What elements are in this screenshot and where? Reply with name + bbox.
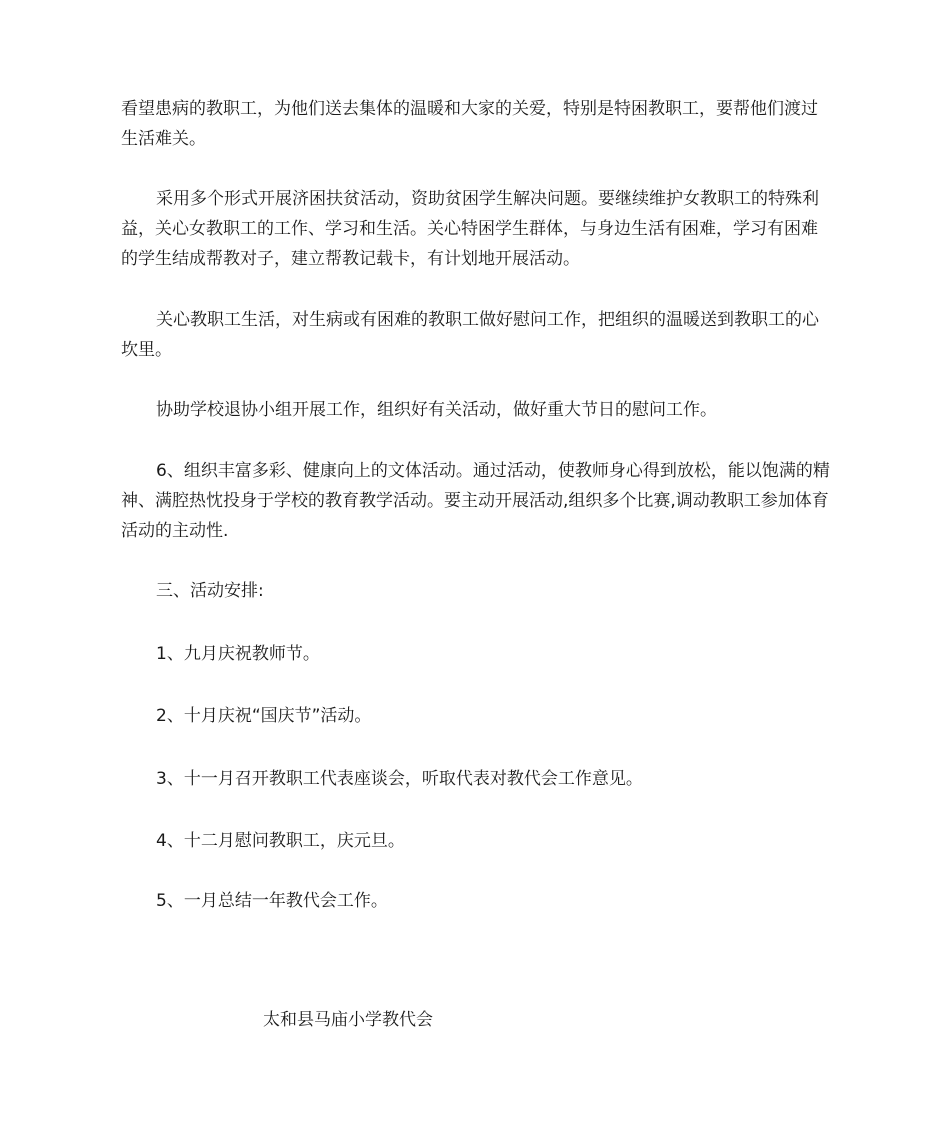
paragraph-care-sick-staff: 看望患病的教职工，为他们送去集体的温暖和大家的关爱，特别是特困教职工，要帮他们渡过生活难关。 bbox=[121, 99, 818, 149]
paragraph-poverty-relief: 采用多个形式开展济困扶贫活动，资助贫困学生解决问题。要继续维护女教职工的特殊利益，关心女教职工的工作、学习和生活。关心特困学生群体，与身边生活有困难，学习有困难的学生结成帮教对子，建立帮教记载卡，有计划地开展活动。 bbox=[121, 189, 819, 269]
paragraph-staff-life: 关心教职工生活，对生病或有困难的教职工做好慰问工作，把组织的温暖送到教职工的心坎里。 bbox=[121, 310, 819, 360]
schedule-item-december: 4、十二月慰问教职工，庆元旦。 bbox=[156, 831, 405, 851]
signature-organization: 太和县马庙小学教代会 bbox=[263, 1010, 433, 1030]
paragraph-cultural-activities: 6、组织丰富多彩、健康向上的文体活动。通过活动，使教师身心得到放松，能以饱满的精神、满腔热忱投身于学校的教育教学活动。要主动开展活动,组织多个比赛,调动教职工参加体育活动的主动性. bbox=[121, 461, 830, 541]
schedule-item-november: 3、十一月召开教职工代表座谈会，听取代表对教代会工作意见。 bbox=[156, 769, 643, 789]
schedule-item-september: 1、九月庆祝教师节。 bbox=[156, 644, 320, 664]
section-heading-activity-schedule: 三、活动安排: bbox=[156, 581, 264, 601]
schedule-item-october: 2、十月庆祝“国庆节”活动。 bbox=[156, 706, 372, 726]
schedule-item-january: 5、一月总结一年教代会工作。 bbox=[156, 891, 388, 911]
paragraph-retiree-assist: 协助学校退协小组开展工作，组织好有关活动，做好重大节日的慰问工作。 bbox=[156, 400, 717, 420]
